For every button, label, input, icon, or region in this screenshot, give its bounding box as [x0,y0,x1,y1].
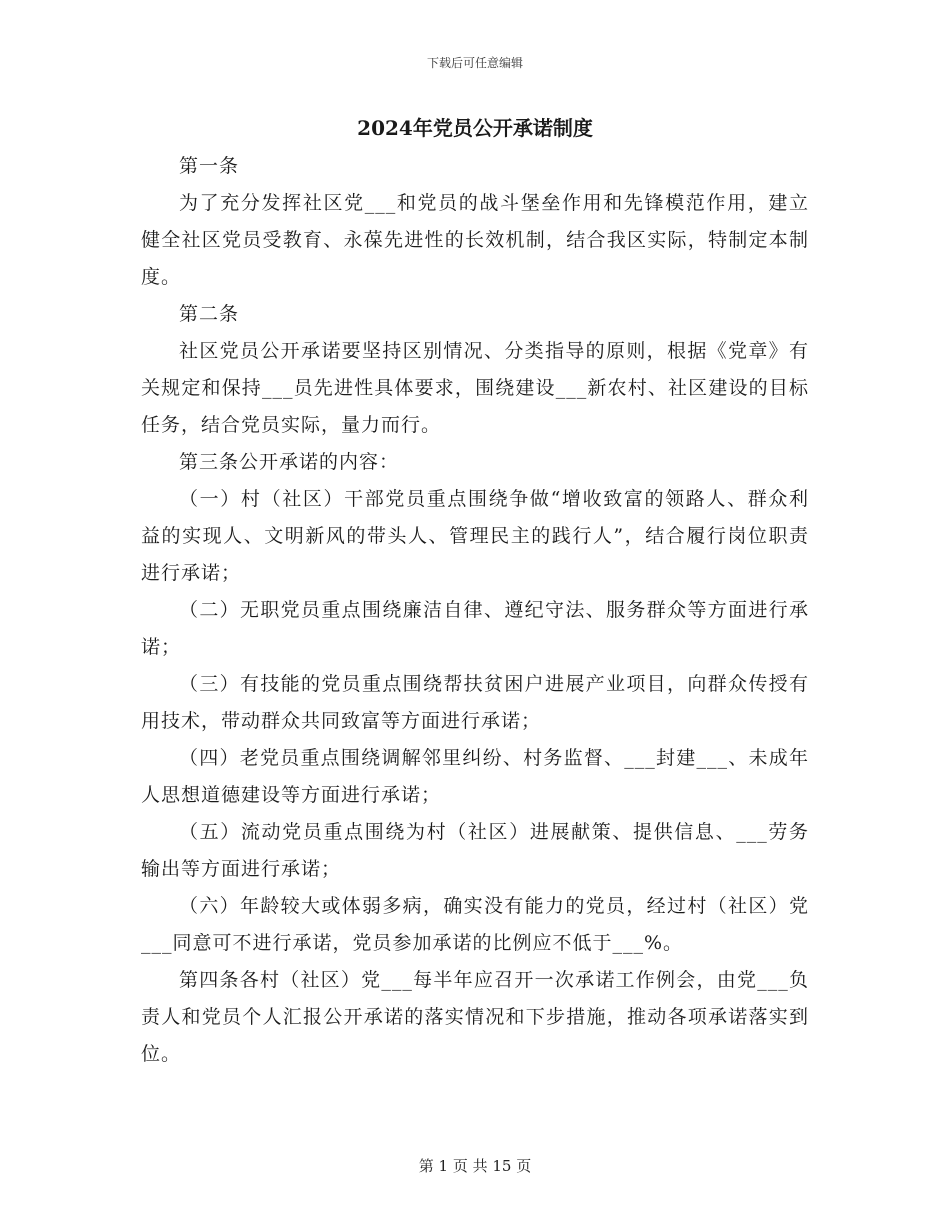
article-3-item-1: （一）村（社区）干部党员重点围绕争做“增收致富的领路人、群众利益的实现人、文明新风的带头人、管理民主的践行人”，结合履行岗位职责进行承诺； [141,488,809,584]
article-1-heading: 第一条 [179,155,240,177]
article-4-text: 第四条各村（社区）党___每半年应召开一次承诺工作例会，由党___负责人和党员个人汇报公开承诺的落实情况和下步措施，推动各项承诺落实到位。 [141,969,809,1065]
article-3-item-4: （四）老党员重点围绕调解邻里纠纷、村务监督、___封建___、未成年人思想道德建设等方面进行承诺； [141,747,809,806]
article-3-item-2: （二）无职党员重点围绕廉洁自律、遵纪守法、服务群众等方面进行承诺； [141,599,809,658]
article-2-text: 社区党员公开承诺要坚持区别情况、分类指导的原则，根据《党章》有关规定和保持___员先进性具体要求，围绕建设___新农村、社区建设的目标任务，结合党员实际，量力而行。 [141,340,809,436]
article-3-item-6: （六）年龄较大或体弱多病，确实没有能力的党员，经过村（社区）党___同意可不进行承诺，党员参加承诺的比例应不低于___%。 [141,895,809,954]
document-title: 2024年党员公开承诺制度 [357,116,593,140]
page-number: 第 1 页 共 15 页 [418,1157,532,1175]
document-body [141,148,809,1073]
header-note: 下载后可任意编辑 [426,56,523,70]
article-3-item-5: （五）流动党员重点围绕为村（社区）进展献策、提供信息、___劳务输出等方面进行承诺； [141,821,809,880]
article-3-item-3: （三）有技能的党员重点围绕帮扶贫困户进展产业项目，向群众传授有用技术，带动群众共同致富等方面进行承诺； [141,673,809,732]
article-1-text: 为了充分发挥社区党___和党员的战斗堡垒作用和先锋模范作用，建立健全社区党员受教育、永葆先进性的长效机制，结合我区实际，特制定本制度。 [141,192,809,288]
article-2-heading: 第二条 [179,303,240,325]
article-3-heading: 第三条公开承诺的内容： [179,451,400,473]
